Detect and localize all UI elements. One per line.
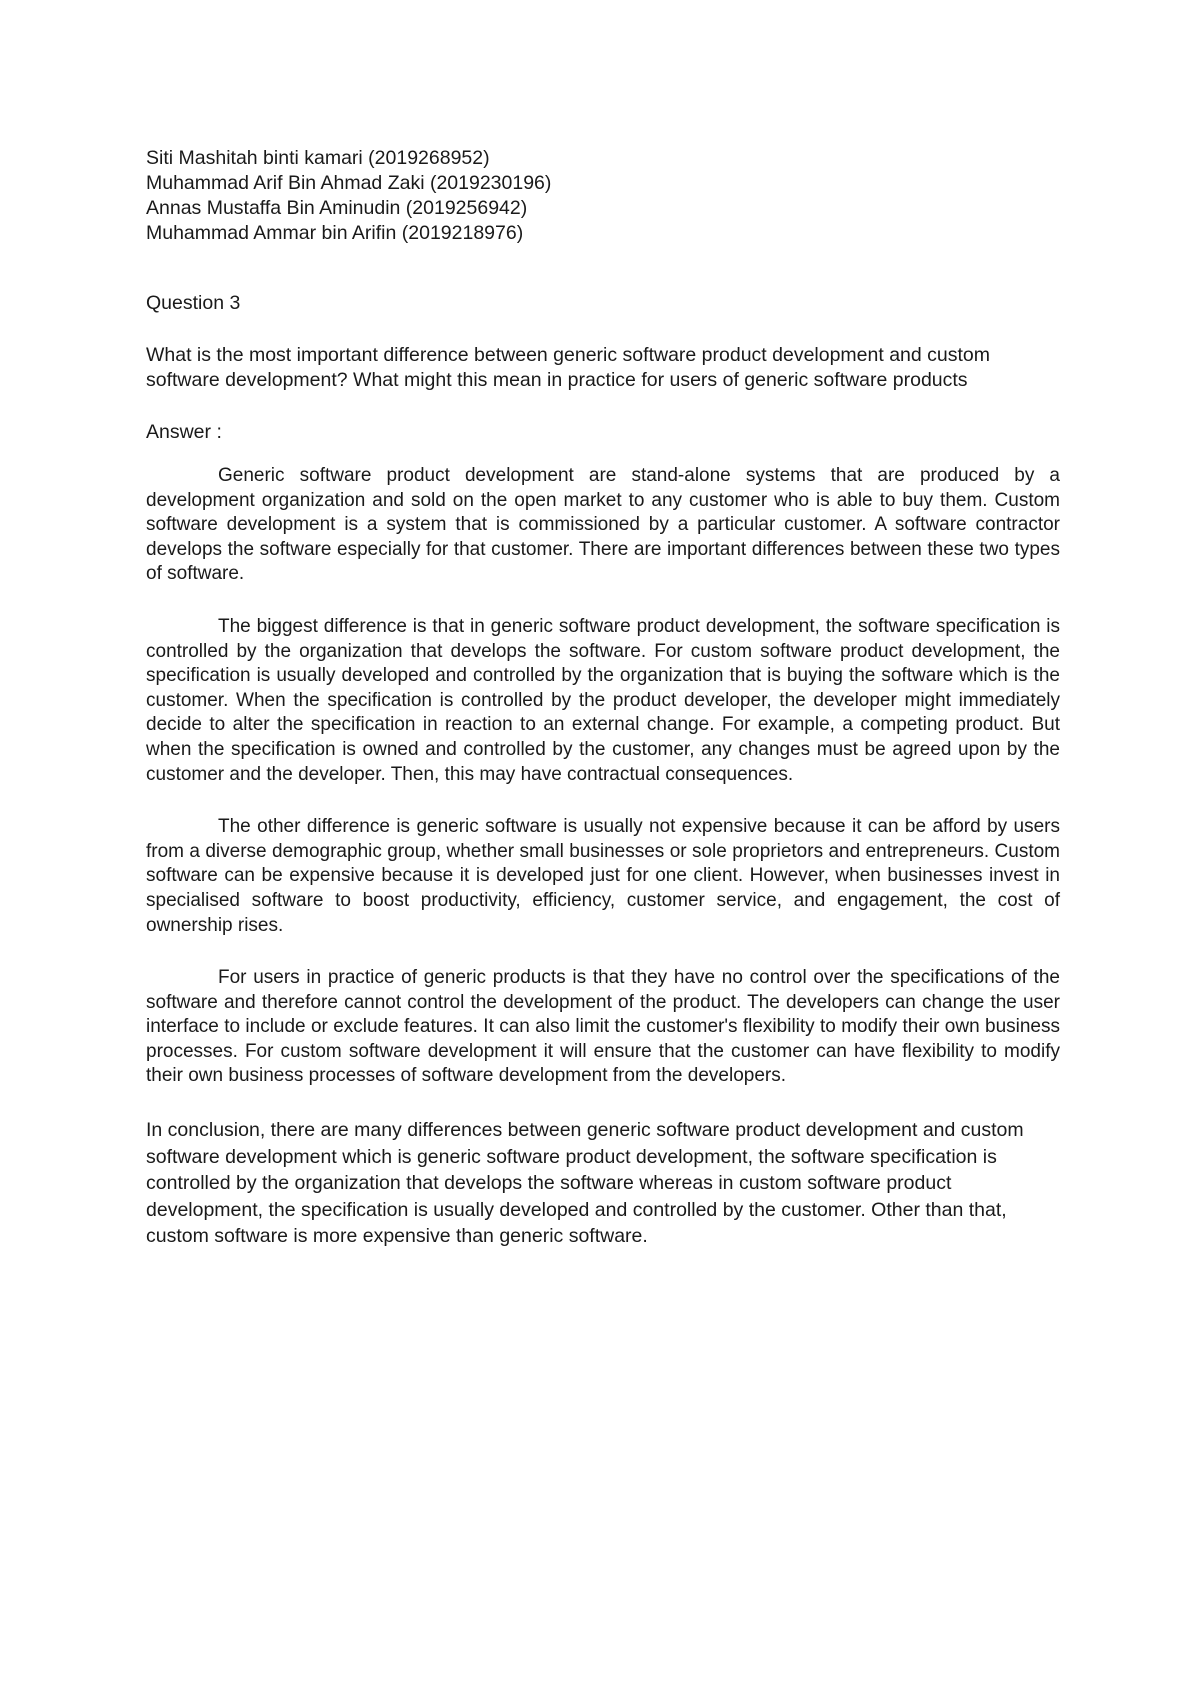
- author-name: Muhammad Arif Bin Ahmad Zaki (2019230196): [146, 172, 552, 194]
- answer-paragraph: The biggest difference is that in generic software product development, the software specification is controlled by the organization that develops the software. For custom software product development, the specification is usually developed and controlled by the organization that is buying the software which is the customer. When the specification is controlled by the product developer, the developer might immediately decide to alter the specification in reaction to an external change. For example, a competing product. But when the specification is owned and controlled by the customer, any changes must be agreed upon by the customer and the developer. Then, this may have contractual consequences.: [146, 615, 1060, 785]
- conclusion-paragraph: In conclusion, there are many differences between generic software product development and custom software development which is generic software product development, the software specification is controlled by the organization that develops the software whereas in custom software product development, the specification is usually developed and controlled by the customer. Other than that, custom software is more expensive than generic software.: [146, 1119, 1024, 1248]
- question-label: Question 3: [146, 292, 241, 314]
- author-name: Muhammad Ammar bin Arifin (2019218976): [146, 222, 524, 244]
- answer-paragraph: For users in practice of generic products is that they have no control over the specifications of the software and therefore cannot control the development of the product. The developers can change the user interface to include or exclude features. It can also limit the customer's flexibility to modify their own business processes. For custom software development it will ensure that the customer can have flexibility to modify their own business processes of software development from the developers.: [146, 967, 1060, 1087]
- document-page: [146, 146, 1060, 1250]
- question-text: What is the most important difference between generic software product development and custom software development? What might this mean in practice for users of generic software products: [146, 344, 991, 391]
- author-list: [146, 146, 1060, 246]
- author-name: Siti Mashitah binti kamari (2019268952): [146, 147, 490, 169]
- answer-paragraph: Generic software product development are stand-alone systems that are produced by a development organization and sold on the open market to any customer who is able to buy them. Custom software development is a system that is commissioned by a particular customer. A software contractor develops the software especially for that customer. There are important differences between these two types of software.: [146, 465, 1060, 585]
- answer-body: [146, 464, 1060, 1089]
- answer-paragraph: The other difference is generic software is usually not expensive because it can be afford by users from a diverse demographic group, whether small businesses or sole proprietors and entrepreneurs. Custom software can be expensive because it is developed just for one client. However, when businesses invest in specialised software to boost productivity, efficiency, customer service, and engagement, the cost of ownership rises.: [146, 816, 1060, 936]
- author-name: Annas Mustaffa Bin Aminudin (2019256942): [146, 197, 528, 219]
- answer-label: Answer :: [146, 421, 222, 443]
